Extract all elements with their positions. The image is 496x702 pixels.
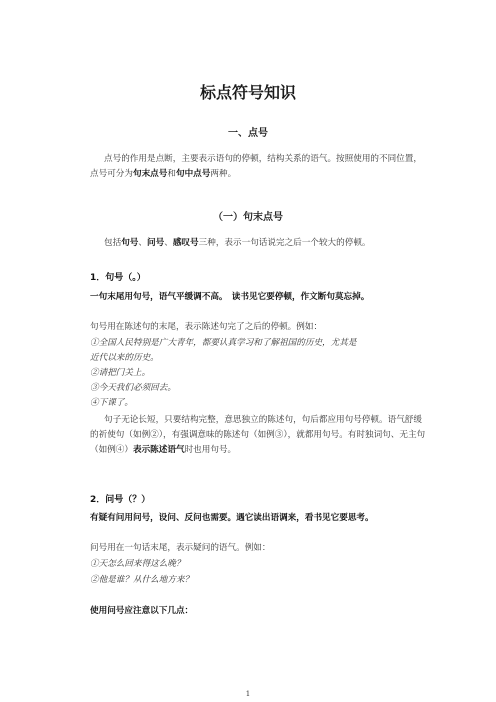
period-rhyme: 一句末尾用句号，语气平缓调不高。 读书见它要停顿，作文断句莫忘掉。 xyxy=(90,292,370,302)
intro-bold-sentence-end: 句末点号 xyxy=(132,169,168,179)
question-rhyme: 有疑有问用问号，设问、反问也需要。遇它读出语调来，看书见它要思考。 xyxy=(90,513,374,523)
page-number: 1 xyxy=(245,690,251,698)
period-example: ③今天我们必须回去。 xyxy=(90,383,176,393)
bold-period: 句号 xyxy=(121,238,139,248)
question-example: ②他是谁？从什么地方来？ xyxy=(90,575,194,585)
separator: 、 xyxy=(164,238,173,248)
period-note-bold: 表示陈述语气 xyxy=(132,445,185,455)
question-heading: 2．问号（？） xyxy=(90,495,151,505)
period-description: 句号用在陈述句的末尾，表示陈述句完了之后的停顿。例如： xyxy=(90,322,323,332)
bold-exclamation: 感叹号 xyxy=(172,238,199,248)
period-note-text: 句子无论长短，只要结构完整，意思独立的陈述句，句后都应用句号停顿。语气舒缓的祈使句（如例②），有强调意味的陈述句（如例③），就都用句号。有时独词句、无主句（如例④） xyxy=(90,415,426,455)
period-example: ④下课了。 xyxy=(90,398,133,408)
period-heading: 1．句号（。） xyxy=(90,273,146,283)
period-note-paragraph xyxy=(90,413,426,458)
period-note-end: 时也用句号。 xyxy=(184,445,237,455)
intro-bold-sentence-middle: 句中点号 xyxy=(175,169,211,179)
intro-text: 点号的作用是点断，主要表示语句的停顿，结构关系的语气。按照使用的不同位置，点号可分为 xyxy=(90,154,422,179)
period-example: 近代以来的历史。 xyxy=(90,353,159,363)
intro-text-end: 两种。 xyxy=(210,169,237,179)
separator: 、 xyxy=(138,238,148,248)
bold-question-mark: 问号 xyxy=(147,238,165,248)
section-heading-punctuation-points: 一、点号 xyxy=(228,128,268,139)
question-description: 问号用在一句话末尾，表示疑问的语气。例如： xyxy=(90,543,271,553)
page-title: 标点符号知识 xyxy=(199,83,296,102)
period-example: ②请把门关上。 xyxy=(90,368,151,378)
intro-text-and: 和 xyxy=(167,169,176,179)
subsection-heading-sentence-end: （一）句末点号 xyxy=(213,212,283,223)
question-example: ①天怎么回来得这么晚？ xyxy=(90,559,185,569)
period-example: ①全国人民特别是广大青年，都要认真学习和了解祖国的历史，尤其是 xyxy=(90,338,357,348)
subsection-text-end: 三种，表示一句话说完之后一个较大的停顿。 xyxy=(198,238,371,248)
section-intro-paragraph xyxy=(90,152,424,182)
subsection-intro-paragraph xyxy=(90,236,424,251)
subsection-text: 包括 xyxy=(104,238,122,248)
question-attention: 使用问号应注意以下几点： xyxy=(90,606,194,616)
